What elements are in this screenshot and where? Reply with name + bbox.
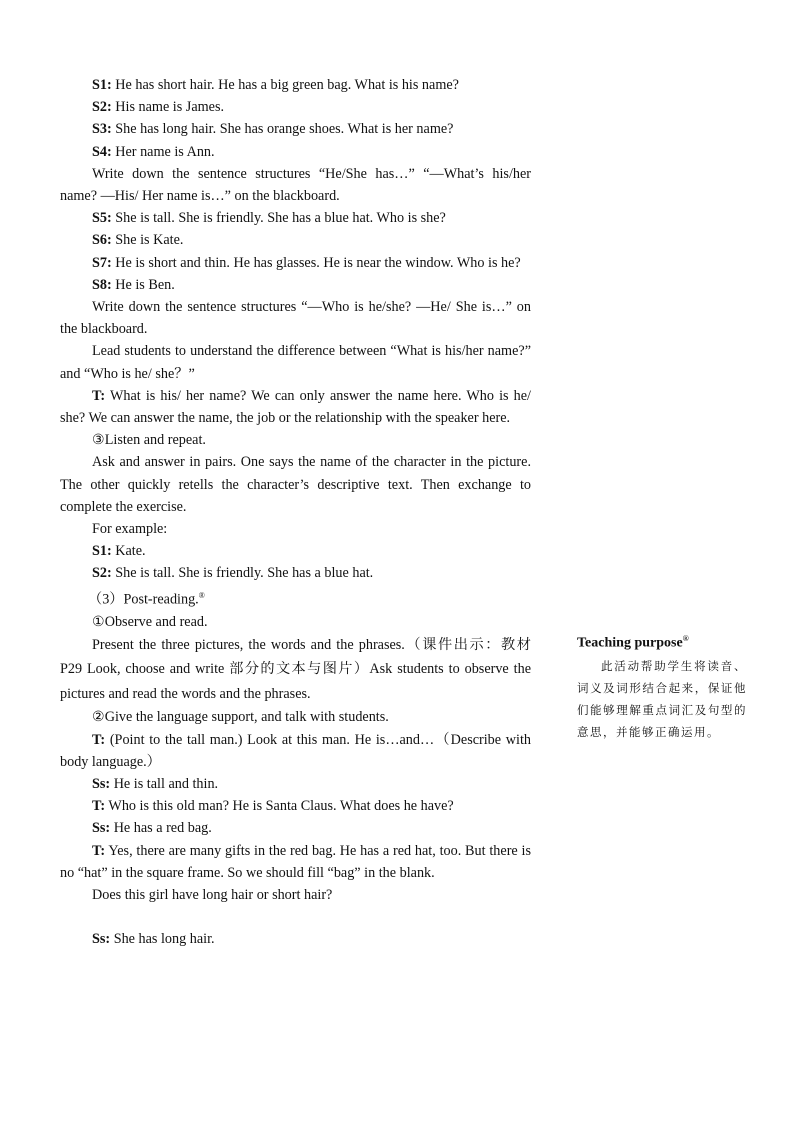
teaching-purpose-body: 此活动帮助学生将读音、词义及词形结合起来，保证他们能够理解重点词汇及句型的意思，并能够正确运用。	[577, 658, 747, 739]
dialogue-line: T: Yes, there are many gifts in the red bag. He has a red hat, too. But there is no “hat” in the square frame. So we should fill “bag” in the blank.	[60, 842, 531, 881]
dialogue-line: Ss: He is tall and thin.	[92, 775, 219, 792]
step-heading: ②Give the language support, and talk with students.	[92, 709, 389, 726]
instruction-paragraph: Present the three pictures, the words and the phrases.（课件出示：教材 P29 Look, choose and write 部分的文本与图片）Ask students to observe the pictures and read the words and the phrases.	[60, 636, 531, 702]
dialogue-line: S5: She is tall. She is friendly. She has a blue hat. Who is she?	[92, 210, 446, 227]
instruction-paragraph: Write down the sentence structures “He/She has…” “—What’s his/her name? —His/ Her name is…” on the blackboard.	[60, 165, 531, 205]
dialogue-line: S1: He has short hair. He has a big green bag. What is his name?	[92, 77, 459, 93]
instruction-paragraph: For example:	[92, 521, 168, 538]
dialogue-line: S8: He is Ben.	[92, 276, 175, 293]
footnote-mark: ®	[682, 634, 689, 643]
dialogue-line: T: What is his/ her name? We can only answer the name here. Who is he/ she? We can answer the name, the job or the relationship with the speaker here.	[60, 387, 531, 427]
dialogue-line: S3: She has long hair. She has orange shoes. What is her name?	[92, 121, 454, 138]
teaching-purpose-note	[577, 628, 747, 743]
step-heading: ③Listen and repeat.	[92, 432, 206, 449]
dialogue-line: Ss: He has a red bag.	[92, 820, 212, 837]
step-heading: ①Observe and read.	[92, 613, 208, 630]
dialogue-line: T: (Point to the tall man.) Look at this man. He is…and…（Describe with body language.）	[60, 731, 531, 770]
dialogue-line: S4: Her name is Ann.	[92, 143, 215, 160]
lesson-body	[60, 74, 531, 951]
instruction-paragraph: Does this girl have long hair or short hair?	[92, 886, 333, 903]
dialogue-line: T: Who is this old man? He is Santa Claus. What does he have?	[92, 798, 454, 815]
instruction-paragraph: Lead students to understand the difference between “What is his/her name?” and “Who is he/ she？”	[60, 343, 531, 382]
dialogue-line: Ss: She has long hair.	[92, 931, 215, 948]
dialogue-line: S2: His name is James.	[92, 99, 225, 116]
dialogue-line: S6: She is Kate.	[92, 232, 184, 249]
instruction-paragraph: Ask and answer in pairs. One says the name of the character in the picture. The other quickly retells the character’s descriptive text. Then exchange to complete the exercise.	[60, 454, 531, 515]
dialogue-line: S2: She is tall. She is friendly. She has a blue hat.	[92, 565, 374, 582]
instruction-paragraph: Write down the sentence structures “—Who is he/she? —He/ She is…” on the blackboard.	[60, 299, 531, 338]
section-heading: （3）Post-reading.®	[88, 590, 205, 608]
dialogue-line: S1: Kate.	[92, 543, 146, 560]
teaching-purpose-heading: Teaching purpose®	[577, 634, 689, 651]
dialogue-line: S7: He is short and thin. He has glasses. He is near the window. Who is he?	[92, 254, 521, 271]
footnote-mark: ®	[198, 590, 205, 600]
blank-line	[60, 906, 531, 928]
